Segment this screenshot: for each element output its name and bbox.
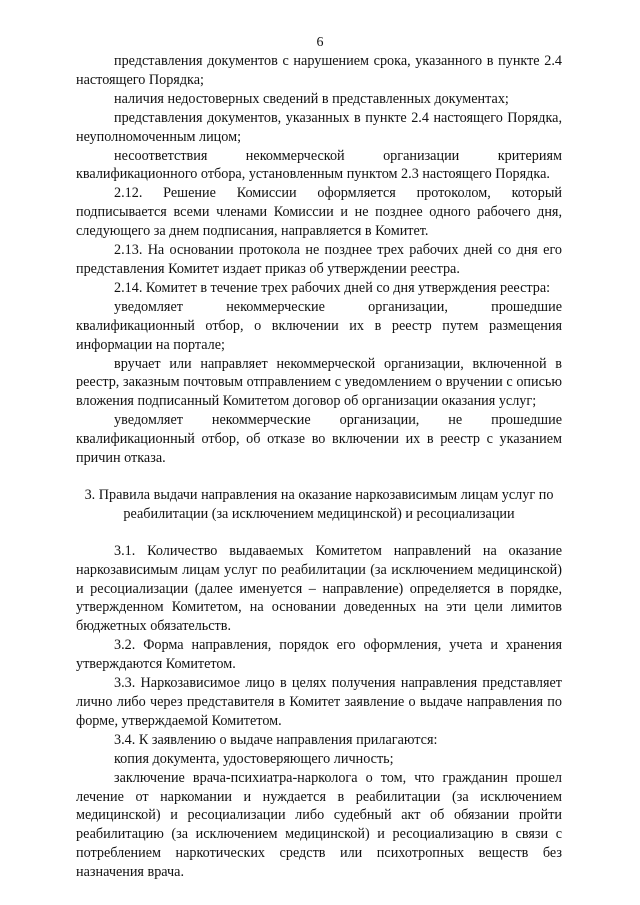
paragraph: уведомляет некоммерческие организации, не прошедшие квалификационный отбор, об отказе во включении их в реестр с указанием причин отказа. [76, 412, 562, 467]
paragraph: уведомляет некоммерческие организации, прошедшие квалификационный отбор, о включении их в реестр путем размещения информации на портале; [76, 298, 562, 353]
paragraph: 2.14. Комитет в течение трех рабочих дней со дня утверждения реестра: [114, 279, 551, 296]
section-paragraph: 3.3. Наркозависимое лицо в целях получения направления представляет лично либо через представителя в Комитет заявление о выдаче направления по форме, утверждаемой Комитетом. [76, 675, 562, 729]
paragraph: представления документов, указанных в пункте 2.4 настоящего Порядка, неуполномоченным лицом; [76, 109, 562, 145]
page-number: 6 [316, 35, 324, 50]
paragraph: наличия недостоверных сведений в представленных документах; [114, 90, 509, 107]
paragraph: представления документов с нарушением срока, указанного в пункте 2.4 настоящего Порядка; [76, 53, 562, 88]
paragraph: несоответствия некоммерческой организации критериям квалификационного отбора, установленным пунктом 2.3 настоящего Порядка. [76, 147, 562, 183]
section-paragraph: копия документа, удостоверяющего личность; [114, 750, 394, 767]
section-paragraph: заключение врача-психиатра-нарколога о том, что гражданин прошел лечение от наркомании и нуждается в реабилитации (за исключением медицинской) и ресоциализации либо судебный акт об обязании пройти реабилитацию (за исключением медицинской) и ресоциализацию в связи с потреблением наркотических средств или психотропных веществ без назначения врача. [76, 769, 562, 881]
paragraph: 2.12. Решение Комиссии оформляется протоколом, который подписывается всеми членами Комиссии и не позднее одного рабочего дня, следующего за днем подписания, направляется в Комитет. [76, 185, 562, 240]
paragraph: вручает или направляет некоммерческой организации, включенной в реестр, заказным почтовым отправлением с уведомлением о вручении с описью вложения подписанный Комитетом договор об организации оказания услуг; [76, 355, 562, 410]
paragraph: 2.13. На основании протокола не позднее трех рабочих дней со дня его представления Комитет издает приказ об утверждении реестра. [76, 242, 562, 277]
section-heading: 3. Правила выдачи направления на оказание наркозависимым лицам услуг по реабилитации (за исключением медицинской) и ресоциализации [84, 486, 554, 522]
document-body [76, 52, 562, 882]
section-paragraph: 3.1. Количество выдаваемых Комитетом направлений на оказание наркозависимым лицам услуг по реабилитации (за исключением медицинской) и ресоциализации (далее именуется – направление) определяется в порядке, утвержденном Комитетом, на основании доведенных на эти цели лимитов бюджетных обязательств. [76, 542, 562, 635]
section-paragraph: 3.2. Форма направления, порядок его оформления, учета и хранения утверждаются Комитетом. [76, 637, 562, 673]
section-paragraph: 3.4. К заявлению о выдаче направления прилагаются: [114, 731, 438, 748]
